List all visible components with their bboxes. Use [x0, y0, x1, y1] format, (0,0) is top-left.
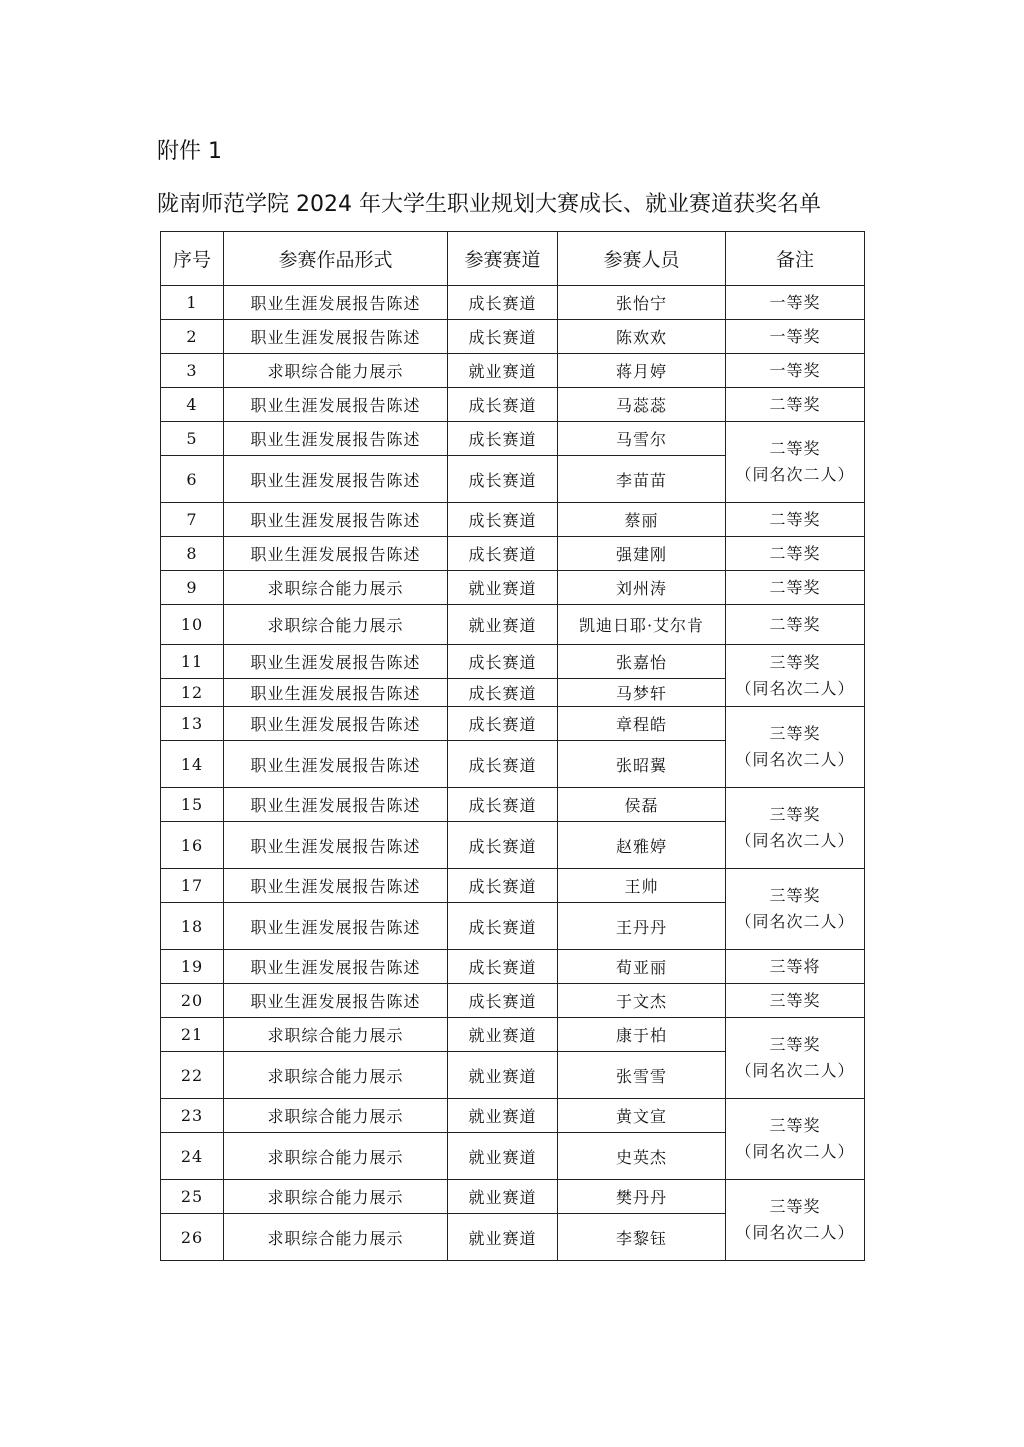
remark-award: 二等奖: [769, 543, 821, 563]
participant-cell: 张雪雪: [558, 1052, 726, 1099]
remark-note: （同名次二人）: [735, 678, 855, 698]
header-serial: 序号: [161, 232, 224, 286]
track-cell: 就业赛道: [448, 605, 558, 645]
remark-award: 三等奖: [769, 886, 821, 905]
remark-cell: [726, 869, 865, 950]
serial-cell: 10: [161, 605, 224, 645]
serial-cell: 24: [161, 1133, 224, 1180]
table-row: [161, 1180, 865, 1214]
participant-cell: 马蕊蕊: [558, 388, 726, 422]
participant-cell: 樊丹丹: [558, 1180, 726, 1214]
work-form-cell: 职业生涯发展报告陈述: [224, 869, 448, 903]
participant-cell: 蒋月婷: [558, 354, 726, 388]
award-table: [160, 231, 865, 1261]
track-cell: 就业赛道: [448, 1052, 558, 1099]
track-cell: 成长赛道: [448, 950, 558, 984]
track-cell: 成长赛道: [448, 869, 558, 903]
remark-award: 三等奖: [769, 990, 821, 1010]
table-row: [161, 950, 865, 984]
participant-cell: 荀亚丽: [558, 950, 726, 984]
participant-cell: 强建刚: [558, 537, 726, 571]
table-header-row: [161, 232, 865, 286]
header-participant: 参赛人员: [558, 232, 726, 286]
serial-cell: 3: [161, 354, 224, 388]
track-cell: 成长赛道: [448, 679, 558, 707]
work-form-cell: 求职综合能力展示: [224, 571, 448, 605]
table-row: [161, 503, 865, 537]
remark-cell: [726, 984, 865, 1018]
serial-cell: 21: [161, 1018, 224, 1052]
remark-cell: [726, 1018, 865, 1099]
serial-cell: 8: [161, 537, 224, 571]
serial-cell: 20: [161, 984, 224, 1018]
table-body: [161, 286, 865, 1261]
participant-cell: 马梦轩: [558, 679, 726, 707]
work-form-cell: 职业生涯发展报告陈述: [224, 822, 448, 869]
track-cell: 成长赛道: [448, 984, 558, 1018]
participant-cell: 蔡丽: [558, 503, 726, 537]
participant-cell: 王丹丹: [558, 903, 726, 950]
work-form-cell: 职业生涯发展报告陈述: [224, 984, 448, 1018]
serial-cell: 22: [161, 1052, 224, 1099]
track-cell: 成长赛道: [448, 388, 558, 422]
track-cell: 就业赛道: [448, 354, 558, 388]
remark-cell: [726, 788, 865, 869]
work-form-cell: 求职综合能力展示: [224, 354, 448, 388]
work-form-cell: 职业生涯发展报告陈述: [224, 679, 448, 707]
work-form-cell: 职业生涯发展报告陈述: [224, 537, 448, 571]
table-row: [161, 605, 865, 645]
remark-note: （同名次二人）: [735, 750, 855, 769]
serial-cell: 6: [161, 456, 224, 503]
table-row: [161, 320, 865, 354]
remark-cell: [726, 707, 865, 788]
serial-cell: 16: [161, 822, 224, 869]
remark-award: 一等奖: [769, 292, 821, 312]
remark-award: 二等奖: [769, 509, 821, 529]
participant-cell: 康于柏: [558, 1018, 726, 1052]
remark-cell: [726, 1099, 865, 1180]
remark-cell: [726, 503, 865, 537]
table-row: [161, 571, 865, 605]
work-form-cell: 职业生涯发展报告陈述: [224, 645, 448, 679]
track-cell: 成长赛道: [448, 422, 558, 456]
participant-cell: 刘州涛: [558, 571, 726, 605]
participant-cell: 张昭翼: [558, 741, 726, 788]
serial-cell: 17: [161, 869, 224, 903]
track-cell: 就业赛道: [448, 1180, 558, 1214]
track-cell: 成长赛道: [448, 741, 558, 788]
participant-cell: 王帅: [558, 869, 726, 903]
header-track: 参赛赛道: [448, 232, 558, 286]
serial-cell: 18: [161, 903, 224, 950]
header-remark: 备注: [726, 232, 865, 286]
remark-cell: [726, 950, 865, 984]
remark-cell: [726, 320, 865, 354]
track-cell: 成长赛道: [448, 320, 558, 354]
track-cell: 成长赛道: [448, 903, 558, 950]
work-form-cell: 职业生涯发展报告陈述: [224, 707, 448, 741]
track-cell: 成长赛道: [448, 286, 558, 320]
serial-cell: 13: [161, 707, 224, 741]
remark-cell: [726, 645, 865, 707]
track-cell: 就业赛道: [448, 571, 558, 605]
attachment-label: 附件 1: [157, 139, 222, 164]
remark-note: （同名次二人）: [735, 1142, 855, 1161]
track-cell: 就业赛道: [448, 1214, 558, 1261]
work-form-cell: 求职综合能力展示: [224, 1214, 448, 1261]
remark-award: 三等奖: [769, 652, 821, 672]
remark-award: 二等奖: [769, 394, 821, 414]
participant-cell: 李苗苗: [558, 456, 726, 503]
work-form-cell: 职业生涯发展报告陈述: [224, 320, 448, 354]
work-form-cell: 职业生涯发展报告陈述: [224, 950, 448, 984]
remark-award: 三等奖: [769, 805, 821, 824]
table-row: [161, 788, 865, 822]
remark-award: 三等将: [769, 956, 821, 976]
work-form-cell: 求职综合能力展示: [224, 1018, 448, 1052]
table-row: [161, 1018, 865, 1052]
work-form-cell: 职业生涯发展报告陈述: [224, 788, 448, 822]
serial-cell: 15: [161, 788, 224, 822]
remark-cell: [726, 571, 865, 605]
remark-award: 二等奖: [769, 577, 821, 597]
work-form-cell: 职业生涯发展报告陈述: [224, 503, 448, 537]
track-cell: 成长赛道: [448, 503, 558, 537]
serial-cell: 26: [161, 1214, 224, 1261]
participant-cell: 张嘉怡: [558, 645, 726, 679]
remark-cell: [726, 605, 865, 645]
participant-cell: 黄文宣: [558, 1099, 726, 1133]
header-work-form: 参赛作品形式: [224, 232, 448, 286]
remark-cell: [726, 388, 865, 422]
remark-award: 二等奖: [769, 614, 821, 634]
table-row: [161, 707, 865, 741]
work-form-cell: 职业生涯发展报告陈述: [224, 388, 448, 422]
table-row: [161, 645, 865, 679]
document-title: 陇南师范学院 2024 年大学生职业规划大赛成长、就业赛道获奖名单: [157, 192, 821, 217]
serial-cell: 14: [161, 741, 224, 788]
participant-cell: 陈欢欢: [558, 320, 726, 354]
participant-cell: 李黎钰: [558, 1214, 726, 1261]
participant-cell: 张怡宁: [558, 286, 726, 320]
work-form-cell: 求职综合能力展示: [224, 605, 448, 645]
participant-cell: 史英杰: [558, 1133, 726, 1180]
serial-cell: 11: [161, 645, 224, 679]
remark-award: 三等奖: [769, 1116, 821, 1135]
table-row: [161, 537, 865, 571]
track-cell: 就业赛道: [448, 1018, 558, 1052]
table-row: [161, 354, 865, 388]
track-cell: 成长赛道: [448, 645, 558, 679]
track-cell: 成长赛道: [448, 788, 558, 822]
serial-cell: 5: [161, 422, 224, 456]
serial-cell: 12: [161, 679, 224, 707]
table-row: [161, 984, 865, 1018]
serial-cell: 23: [161, 1099, 224, 1133]
serial-cell: 25: [161, 1180, 224, 1214]
track-cell: 成长赛道: [448, 707, 558, 741]
remark-cell: [726, 422, 865, 503]
participant-cell: 侯磊: [558, 788, 726, 822]
track-cell: 成长赛道: [448, 537, 558, 571]
work-form-cell: 职业生涯发展报告陈述: [224, 422, 448, 456]
table-row: [161, 388, 865, 422]
table-row: [161, 869, 865, 903]
remark-award: 三等奖: [769, 724, 821, 743]
remark-cell: [726, 1180, 865, 1261]
remark-cell: [726, 286, 865, 320]
work-form-cell: 求职综合能力展示: [224, 1052, 448, 1099]
remark-award: 二等奖: [769, 439, 821, 458]
track-cell: 就业赛道: [448, 1133, 558, 1180]
remark-note: （同名次二人）: [735, 912, 855, 931]
track-cell: 就业赛道: [448, 1099, 558, 1133]
work-form-cell: 求职综合能力展示: [224, 1180, 448, 1214]
remark-award: 三等奖: [769, 1035, 821, 1054]
work-form-cell: 职业生涯发展报告陈述: [224, 741, 448, 788]
work-form-cell: 职业生涯发展报告陈述: [224, 286, 448, 320]
remark-note: （同名次二人）: [735, 465, 855, 484]
work-form-cell: 职业生涯发展报告陈述: [224, 903, 448, 950]
remark-award: 三等奖: [769, 1197, 821, 1216]
remark-award: 一等奖: [769, 326, 821, 346]
serial-cell: 19: [161, 950, 224, 984]
participant-cell: 马雪尔: [558, 422, 726, 456]
serial-cell: 2: [161, 320, 224, 354]
remark-note: （同名次二人）: [735, 831, 855, 850]
remark-note: （同名次二人）: [735, 1061, 855, 1080]
remark-cell: [726, 537, 865, 571]
serial-cell: 7: [161, 503, 224, 537]
track-cell: 成长赛道: [448, 456, 558, 503]
table-row: [161, 286, 865, 320]
participant-cell: 于文杰: [558, 984, 726, 1018]
remark-note: （同名次二人）: [735, 1223, 855, 1242]
table-row: [161, 1099, 865, 1133]
participant-cell: 赵雅婷: [558, 822, 726, 869]
serial-cell: 9: [161, 571, 224, 605]
work-form-cell: 职业生涯发展报告陈述: [224, 456, 448, 503]
participant-cell: 章程皓: [558, 707, 726, 741]
table-row: [161, 422, 865, 456]
serial-cell: 4: [161, 388, 224, 422]
track-cell: 成长赛道: [448, 822, 558, 869]
remark-cell: [726, 354, 865, 388]
remark-award: 一等奖: [769, 360, 821, 380]
work-form-cell: 求职综合能力展示: [224, 1099, 448, 1133]
work-form-cell: 求职综合能力展示: [224, 1133, 448, 1180]
participant-cell: 凯迪日耶·艾尔肯: [558, 605, 726, 645]
serial-cell: 1: [161, 286, 224, 320]
